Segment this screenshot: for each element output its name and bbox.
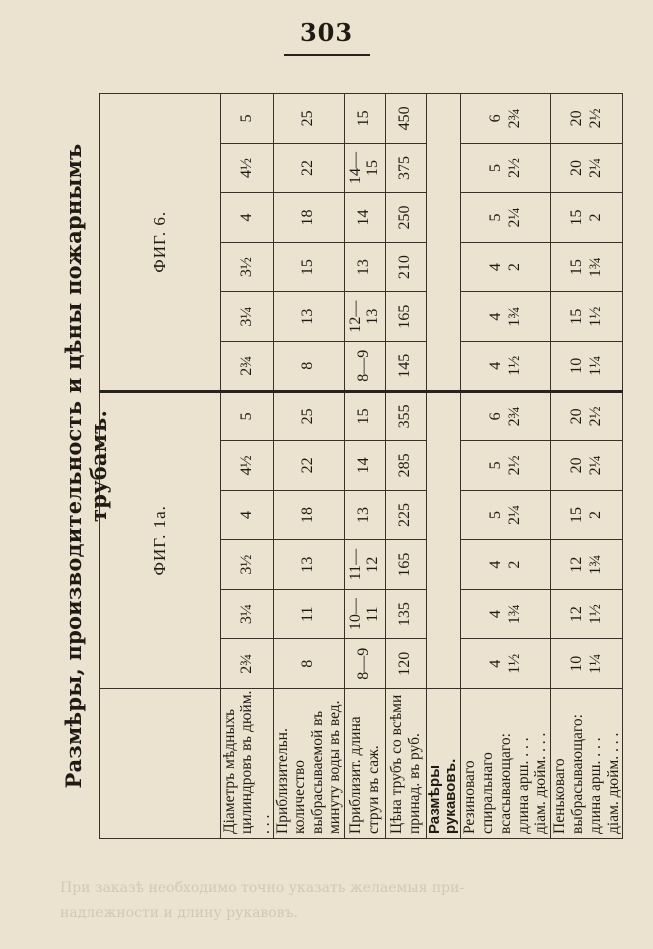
- cell: [551, 441, 623, 491]
- cell: 285: [385, 441, 426, 491]
- page-number-rule: [284, 54, 370, 56]
- cell: 8—9: [344, 639, 385, 689]
- cell: 210: [385, 242, 426, 292]
- cell: 225: [385, 490, 426, 540]
- value: 12: [568, 606, 586, 623]
- cell: 13: [274, 540, 344, 590]
- cell: [551, 94, 623, 144]
- value: 5: [487, 213, 505, 222]
- value: 15: [568, 506, 586, 523]
- value: 4: [487, 610, 505, 619]
- cell: 8: [274, 341, 344, 391]
- value: 6: [487, 412, 505, 421]
- value: 6: [487, 114, 505, 123]
- cell: 25: [274, 94, 344, 144]
- cell: 145: [385, 341, 426, 391]
- value: 2¼: [586, 157, 604, 178]
- value: 15: [568, 209, 586, 226]
- cell: 25: [274, 391, 344, 441]
- cell: [551, 193, 623, 243]
- cell: 22: [274, 143, 344, 193]
- table-row: [344, 94, 385, 839]
- rubber-hose-cell: [461, 689, 551, 839]
- cell: 135: [385, 589, 426, 639]
- value: 2¾: [505, 406, 523, 427]
- cell: 120: [385, 639, 426, 689]
- cell: [551, 143, 623, 193]
- cell: [551, 292, 623, 342]
- value: 20: [568, 110, 586, 127]
- value: 4: [487, 659, 505, 668]
- cell: 14—15: [344, 143, 385, 193]
- value: 2: [586, 510, 604, 519]
- cell: 10—11: [344, 589, 385, 639]
- value: 20: [568, 159, 586, 176]
- performance-label: Приблизительн. количество выбрасываемой въ минуту воды въ вед.: [274, 689, 344, 839]
- value: 4: [487, 263, 505, 272]
- hemp-hose-label: Пеньковаго выбрасывающаго:: [551, 714, 586, 834]
- header-blank-cell: [100, 689, 221, 839]
- cell: [551, 639, 623, 689]
- cell: 13: [274, 292, 344, 342]
- jet-length-label: Приблизит. длина струи въ саж.: [344, 689, 385, 839]
- value: 20: [568, 408, 586, 425]
- rotated-table-block: [57, 91, 622, 841]
- cell: [461, 94, 551, 144]
- cell: 12—13: [344, 292, 385, 342]
- value: 1¼: [586, 355, 604, 376]
- cell: 14: [344, 441, 385, 491]
- figure-1a-header: ФИГ. 1а.: [100, 391, 221, 688]
- cell: [551, 540, 623, 590]
- cell: [461, 639, 551, 689]
- cell: [551, 490, 623, 540]
- hemp-hose-cell: [551, 689, 623, 839]
- value: 4: [487, 312, 505, 321]
- table-row: [221, 94, 274, 839]
- page-number: 303: [299, 18, 354, 47]
- value: 1¾: [586, 554, 604, 575]
- table-title: Размѣры, производительность и цѣны пожарнымъ трубамъ.: [61, 143, 111, 789]
- cell: 11: [274, 589, 344, 639]
- cell: 5: [221, 94, 274, 144]
- cell: 22: [274, 441, 344, 491]
- cell: [461, 391, 551, 441]
- cell: 4½: [221, 143, 274, 193]
- value: 2: [505, 560, 523, 569]
- value: 20: [568, 457, 586, 474]
- bleed-through-line: При заказѣ необходимо точно указать желаемыя при-: [60, 880, 465, 896]
- cell: 2¾: [221, 639, 274, 689]
- value: 1¾: [505, 604, 523, 625]
- cell: [461, 341, 551, 391]
- value: 2¼: [505, 207, 523, 228]
- value: 4: [487, 361, 505, 370]
- value: 2½: [586, 108, 604, 129]
- cell: 18: [274, 193, 344, 243]
- value: 4: [487, 560, 505, 569]
- cell: [461, 441, 551, 491]
- cell: 13: [344, 490, 385, 540]
- value: 2: [505, 263, 523, 272]
- cell: 3¼: [221, 589, 274, 639]
- cylinder-label: Діаметръ мѣдныхъ цилиндровъ въ дюйм. . . .: [221, 689, 274, 839]
- value: 1½: [586, 604, 604, 625]
- value: 1¾: [586, 257, 604, 278]
- cell: 450: [385, 94, 426, 144]
- value: 1½: [505, 653, 523, 674]
- cell: 3½: [221, 242, 274, 292]
- cell: [461, 143, 551, 193]
- cell: 15: [274, 242, 344, 292]
- cell: 15: [344, 94, 385, 144]
- table-row: [274, 94, 344, 839]
- table-row: [385, 94, 426, 839]
- cell: 375: [385, 143, 426, 193]
- value: 2½: [586, 406, 604, 427]
- value: 2¼: [505, 504, 523, 525]
- value: 2¼: [586, 455, 604, 476]
- cell: 15: [344, 391, 385, 441]
- hemp-length-label: длина арш. . . .: [586, 737, 604, 834]
- bleed-through-line: надлежности и длину рукавовъ.: [60, 905, 298, 921]
- cell: 5: [221, 391, 274, 441]
- value: 10: [568, 357, 586, 374]
- value: 5: [487, 163, 505, 172]
- cell: 8: [274, 639, 344, 689]
- blank-cell: [426, 391, 461, 688]
- cell: 11—12: [344, 540, 385, 590]
- cell: [461, 490, 551, 540]
- value: 12: [568, 556, 586, 573]
- cell: 13: [344, 242, 385, 292]
- cell: [551, 391, 623, 441]
- table-row: [426, 94, 461, 839]
- hose-section-label: Размѣры рукавовъ.: [426, 689, 461, 839]
- value: 1½: [586, 306, 604, 327]
- value: 15: [568, 308, 586, 325]
- cell: [551, 341, 623, 391]
- rubber-diameter-label: діам. дюйм. . . .: [532, 732, 550, 834]
- hemp-diameter-label: діам. дюйм. . . .: [604, 732, 622, 834]
- cell: 14: [344, 193, 385, 243]
- cell: 8—9: [344, 341, 385, 391]
- figure-6-header: ФИГ. 6.: [100, 94, 221, 392]
- cell: [461, 540, 551, 590]
- price-label: Цѣна трубъ со всѣми принад. въ руб.: [385, 689, 426, 839]
- rubber-length-label: длина арш. . . .: [514, 737, 532, 834]
- cell: [461, 292, 551, 342]
- table-row: [461, 94, 551, 839]
- value: 2¾: [505, 108, 523, 129]
- table-row: [551, 94, 623, 839]
- cell: [461, 242, 551, 292]
- cell: 2¾: [221, 341, 274, 391]
- cell: 3¼: [221, 292, 274, 342]
- value: 2: [586, 213, 604, 222]
- value: 2½: [505, 455, 523, 476]
- cell: 4½: [221, 441, 274, 491]
- value: 5: [487, 461, 505, 470]
- value: 1¾: [505, 306, 523, 327]
- cell: 165: [385, 540, 426, 590]
- cell: 165: [385, 292, 426, 342]
- cell: 4: [221, 193, 274, 243]
- cell: 355: [385, 391, 426, 441]
- cell: [461, 589, 551, 639]
- cell: 250: [385, 193, 426, 243]
- blank-cell: [426, 94, 461, 392]
- value: 5: [487, 510, 505, 519]
- cell: [461, 193, 551, 243]
- cell: 18: [274, 490, 344, 540]
- pump-table: [99, 93, 623, 839]
- value: 2½: [505, 157, 523, 178]
- value: 1¼: [586, 653, 604, 674]
- value: 15: [568, 259, 586, 276]
- rubber-hose-label: Резиноваго спиральнаго всасывающаго:: [461, 733, 514, 834]
- value: 10: [568, 655, 586, 672]
- cell: 3½: [221, 540, 274, 590]
- cell: [551, 242, 623, 292]
- cell: 4: [221, 490, 274, 540]
- cell: [551, 589, 623, 639]
- value: 1½: [505, 355, 523, 376]
